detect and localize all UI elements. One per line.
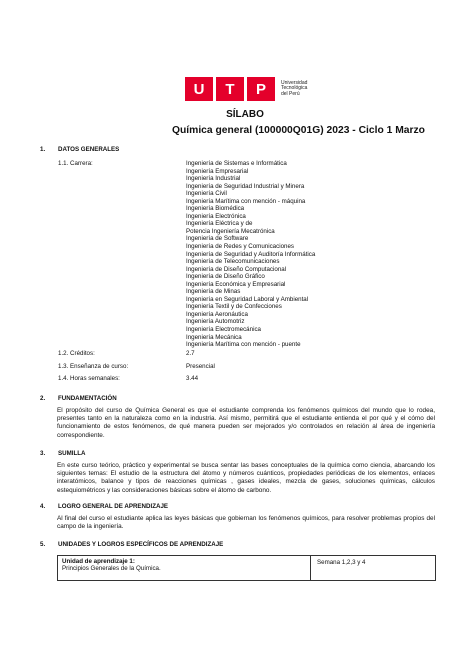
carrera-item: Ingeniería Industrial bbox=[186, 175, 241, 183]
fundamentacion-paragraph: El propósito del curso de Química General es que el estudiante comprenda los fenómenos químicos del mundo que lo rodea, presentes tanto en la naturaleza como en la industria. Así mismo, permitirá que el estudiante entienda el por qué y el cómo del funcionamiento de estos fenómenos, de qué manera pueden ser mejorados y/o controlados en relación al área de ingeniería correspondiente. bbox=[57, 407, 435, 439]
carrera-item: Ingeniería de Sistemas e Informática bbox=[186, 160, 287, 167]
ensenanza-value: Presencial bbox=[186, 363, 215, 370]
carrera-list bbox=[186, 160, 315, 349]
carrera-item: Ingeniería Empresarial bbox=[186, 167, 249, 175]
creditos-value: 2.7 bbox=[186, 350, 195, 357]
carrera-item: Ingeniería de Diseño Gráfico bbox=[186, 273, 265, 281]
carrera-item: Ingeniería Mecánica bbox=[186, 333, 242, 341]
document-title: SÍLABO bbox=[226, 109, 264, 120]
horas-value: 3.44 bbox=[186, 375, 199, 382]
carrera-item: Ingeniería en Seguridad Laboral y Ambiental bbox=[186, 295, 309, 303]
logo-university-name: Universidad Tecnológica del Perú bbox=[281, 79, 308, 97]
section-heading-logro: 4. LOGRO GENERAL DE APRENDIZAJE bbox=[40, 503, 169, 510]
carrera-item: Ingeniería de Seguridad y Auditoría Informática bbox=[186, 250, 316, 258]
carrera-label: 1.1. Carrera: bbox=[58, 160, 93, 167]
logo-letter-u: U bbox=[185, 77, 213, 101]
carrera-item: Ingeniería Textil y de Confecciones bbox=[186, 303, 282, 311]
unit-name: Principios Generales de la Química. bbox=[62, 565, 161, 572]
carrera-item: Ingeniería Civil bbox=[186, 190, 227, 198]
carrera-item: Ingeniería Marítima con mención - puente bbox=[186, 341, 301, 349]
unit-table bbox=[57, 555, 436, 581]
carrera-item: Ingeniería Electromecánica bbox=[186, 326, 261, 334]
carrera-item: Ingeniería Biomédica bbox=[186, 205, 245, 213]
carrera-item: Ingeniería de Software bbox=[186, 235, 249, 243]
logo-letter-p: P bbox=[247, 77, 275, 101]
sumilla-paragraph: En este curso teórico, práctico y experimental se busca sentar las bases conceptuales de la química como ciencia, abarcando los siguientes temas: El estudio de la estructura del átomo y números cuánticos, propiedades periódicas de los elementos, enlaces interatómicos, balance y tipos de reacciones químicas , gases ideales, mezcla de gases, soluciones químicas, cálculos estequiométricos y las consideraciones básicas sobre el átomo de carbono. bbox=[57, 462, 435, 494]
carrera-item: Ingeniería de Redes y Comunicaciones bbox=[186, 243, 295, 251]
carrera-item: Ingeniería Automotriz bbox=[186, 318, 245, 326]
unit-label: Unidad de aprendizaje 1: bbox=[62, 558, 135, 565]
carrera-item: Potencia Ingeniería Mecatrónica bbox=[186, 227, 275, 235]
horas-label: 1.4. Horas semanales: bbox=[58, 375, 120, 382]
section-heading-datos-generales: 1. DATOS GENERALES bbox=[40, 146, 120, 153]
logo-letter-t: T bbox=[216, 77, 244, 101]
carrera-item: Ingeniería de Seguridad Industrial y Minera bbox=[186, 182, 305, 190]
carrera-item: Ingeniería Electrónica bbox=[186, 212, 246, 220]
section-heading-unidades: 5. UNIDADES Y LOGROS ESPECÍFICOS DE APRENDIZAJE bbox=[40, 541, 224, 548]
creditos-label: 1.2. Créditos: bbox=[58, 350, 95, 357]
carrera-item: Ingeniería de Diseño Computacional bbox=[186, 265, 287, 273]
section-heading-sumilla: 3. SUMILLA bbox=[40, 450, 86, 457]
section-heading-fundamentacion: 2. FUNDAMENTACIÓN bbox=[40, 395, 117, 402]
carrera-item: Ingeniería Marítima con mención - máquina bbox=[186, 197, 306, 205]
carrera-item: Ingeniería Económica y Empresarial bbox=[186, 280, 286, 288]
unit-week-cell: Semana 1,2,3 y 4 bbox=[317, 559, 366, 566]
carrera-item: Ingeniería de Telecomunicaciones bbox=[186, 258, 280, 266]
carrera-item: Ingeniería de Minas bbox=[186, 288, 241, 296]
unit-cell bbox=[58, 556, 311, 580]
carrera-item: Ingeniería Aeronáutica bbox=[186, 310, 248, 318]
ensenanza-label: 1.3. Enseñanza de curso: bbox=[58, 363, 129, 370]
logro-paragraph: Al final del curso el estudiante aplica las leyes básicas que gobiernan los fenómenos químicos, para resolver problemas propios del campo de la ingeniería. bbox=[57, 515, 435, 531]
utp-logo bbox=[185, 75, 307, 103]
course-title: Química general (100000Q01G) 2023 - Ciclo 1 Marzo bbox=[172, 125, 425, 136]
carrera-item: Ingeniería Eléctrica y de bbox=[186, 220, 253, 228]
